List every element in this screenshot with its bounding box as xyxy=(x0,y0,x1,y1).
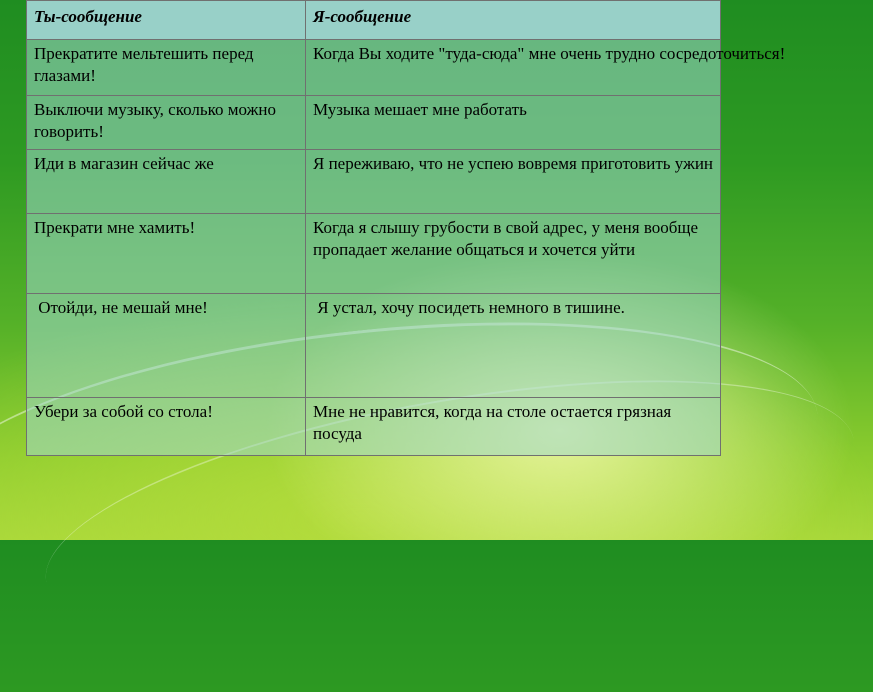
table-row xyxy=(27,150,721,214)
table-row xyxy=(27,398,721,456)
table-row xyxy=(27,294,721,398)
i-message-cell: Когда я слышу грубости в свой адрес, у меня вообще пропадает желание общаться и хочется уйти xyxy=(306,214,721,294)
table-header-row xyxy=(27,1,721,40)
table-row xyxy=(27,40,721,96)
you-message-cell: Прекратите мельтешить перед глазами! xyxy=(27,40,306,96)
you-message-cell: Прекрати мне хамить! xyxy=(27,214,306,294)
table-row xyxy=(27,214,721,294)
you-message-cell: Выключи музыку, сколько можно говорить! xyxy=(27,96,306,150)
i-message-cell: Музыка мешает мне работать xyxy=(306,96,721,150)
you-message-cell: Убери за собой со стола! xyxy=(27,398,306,456)
you-message-cell: Отойди, не мешай мне! xyxy=(27,294,306,398)
i-message-cell: Мне не нравится, когда на столе остается грязная посуда xyxy=(306,398,721,456)
header-i-message: Я-сообщение xyxy=(306,1,721,40)
i-message-cell: Когда Вы ходите "туда-сюда" мне очень трудно сосредоточиться! xyxy=(306,40,721,96)
comparison-table-container xyxy=(26,0,786,456)
header-you-message: Ты-сообщение xyxy=(27,1,306,40)
comparison-table xyxy=(26,0,786,456)
i-message-cell: Я устал, хочу посидеть немного в тишине. xyxy=(306,294,721,398)
table-row xyxy=(27,96,721,150)
i-message-cell: Я переживаю, что не успею вовремя приготовить ужин xyxy=(306,150,721,214)
you-message-cell: Иди в магазин сейчас же xyxy=(27,150,306,214)
